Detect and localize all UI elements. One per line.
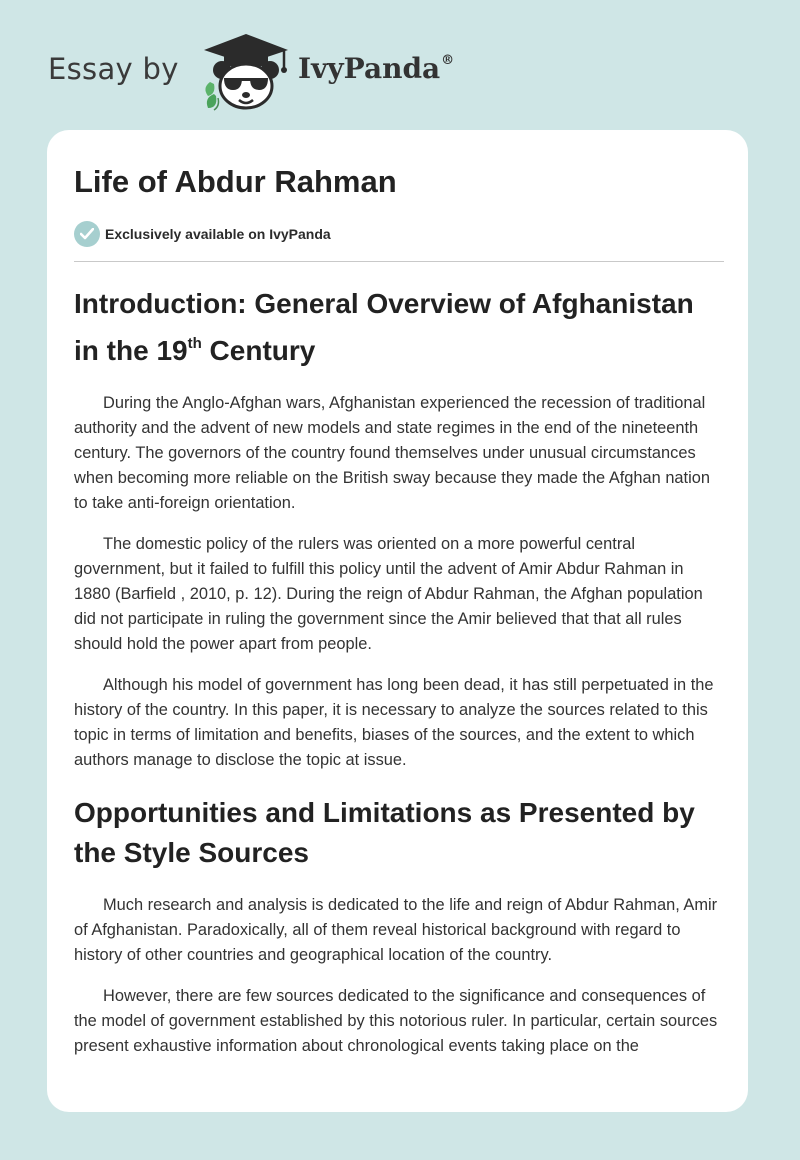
section-heading-opportunities: Opportunities and Limitations as Presented by the Style Sources bbox=[74, 797, 695, 868]
availability-text: Exclusively available on IvyPanda bbox=[105, 226, 331, 242]
title-divider bbox=[74, 261, 724, 262]
paragraph: Although his model of government has long been dead, it has still perpetuated in the history of the country. In this paper, it is necessary to analyze the sources related to this topic in terms of limitation and benefits, biases of the sources, and the extent to which authors manage to disclose the topic at issue. bbox=[74, 676, 714, 769]
page-title: Life of Abdur Rahman bbox=[74, 164, 397, 199]
paragraph: The domestic policy of the rulers was oriented on a more powerful central government, but it failed to fulfill this policy until the advent of Amir Abdur Rahman in 1880 (Barfield , 2010, p. 12). During the reign of Abdur Rahman, the Afghan population did not participate in ruling the government since the Amir believed that that all rules should hold the power apart from people. bbox=[74, 535, 703, 653]
essay-card bbox=[47, 130, 748, 1112]
brand-prefix: Essay by bbox=[48, 52, 179, 86]
ivypanda-logo-icon[interactable] bbox=[200, 32, 292, 112]
section-heading-introduction bbox=[74, 284, 724, 371]
site-header bbox=[0, 0, 800, 130]
ordinal-suffix: th bbox=[187, 335, 202, 352]
brand-name bbox=[298, 52, 454, 85]
registered-mark: ® bbox=[441, 53, 455, 68]
paragraph: Much research and analysis is dedicated to the life and reign of Abdur Rahman, Amir of Afghanistan. Paradoxically, all of them reveal historical background with regard to history of other countries and geographical location of the country. bbox=[74, 896, 718, 964]
paragraph: During the Anglo-Afghan wars, Afghanistan experienced the recession of traditional authority and the advent of new models and state regimes in the end of the nineteenth century. The governors of the country found themselves under unusual circumstances when becoming more reliable on the British sway because they made the Afghan nation to take anti-foreign orientation. bbox=[74, 394, 710, 512]
brand-name-text: IvyPanda bbox=[298, 52, 441, 85]
check-circle-icon bbox=[74, 221, 100, 247]
section-heading-tail: Century bbox=[201, 335, 316, 366]
paragraph: However, there are few sources dedicated to the significance and consequences of the model of government established by this notorious ruler. In particular, certain sources present exhaustive information about chronological events taking place on the bbox=[74, 987, 718, 1055]
essay-content bbox=[74, 284, 724, 1075]
section-heading-text: Introduction: General Overview of Afghanistan in the 19 bbox=[74, 288, 694, 366]
